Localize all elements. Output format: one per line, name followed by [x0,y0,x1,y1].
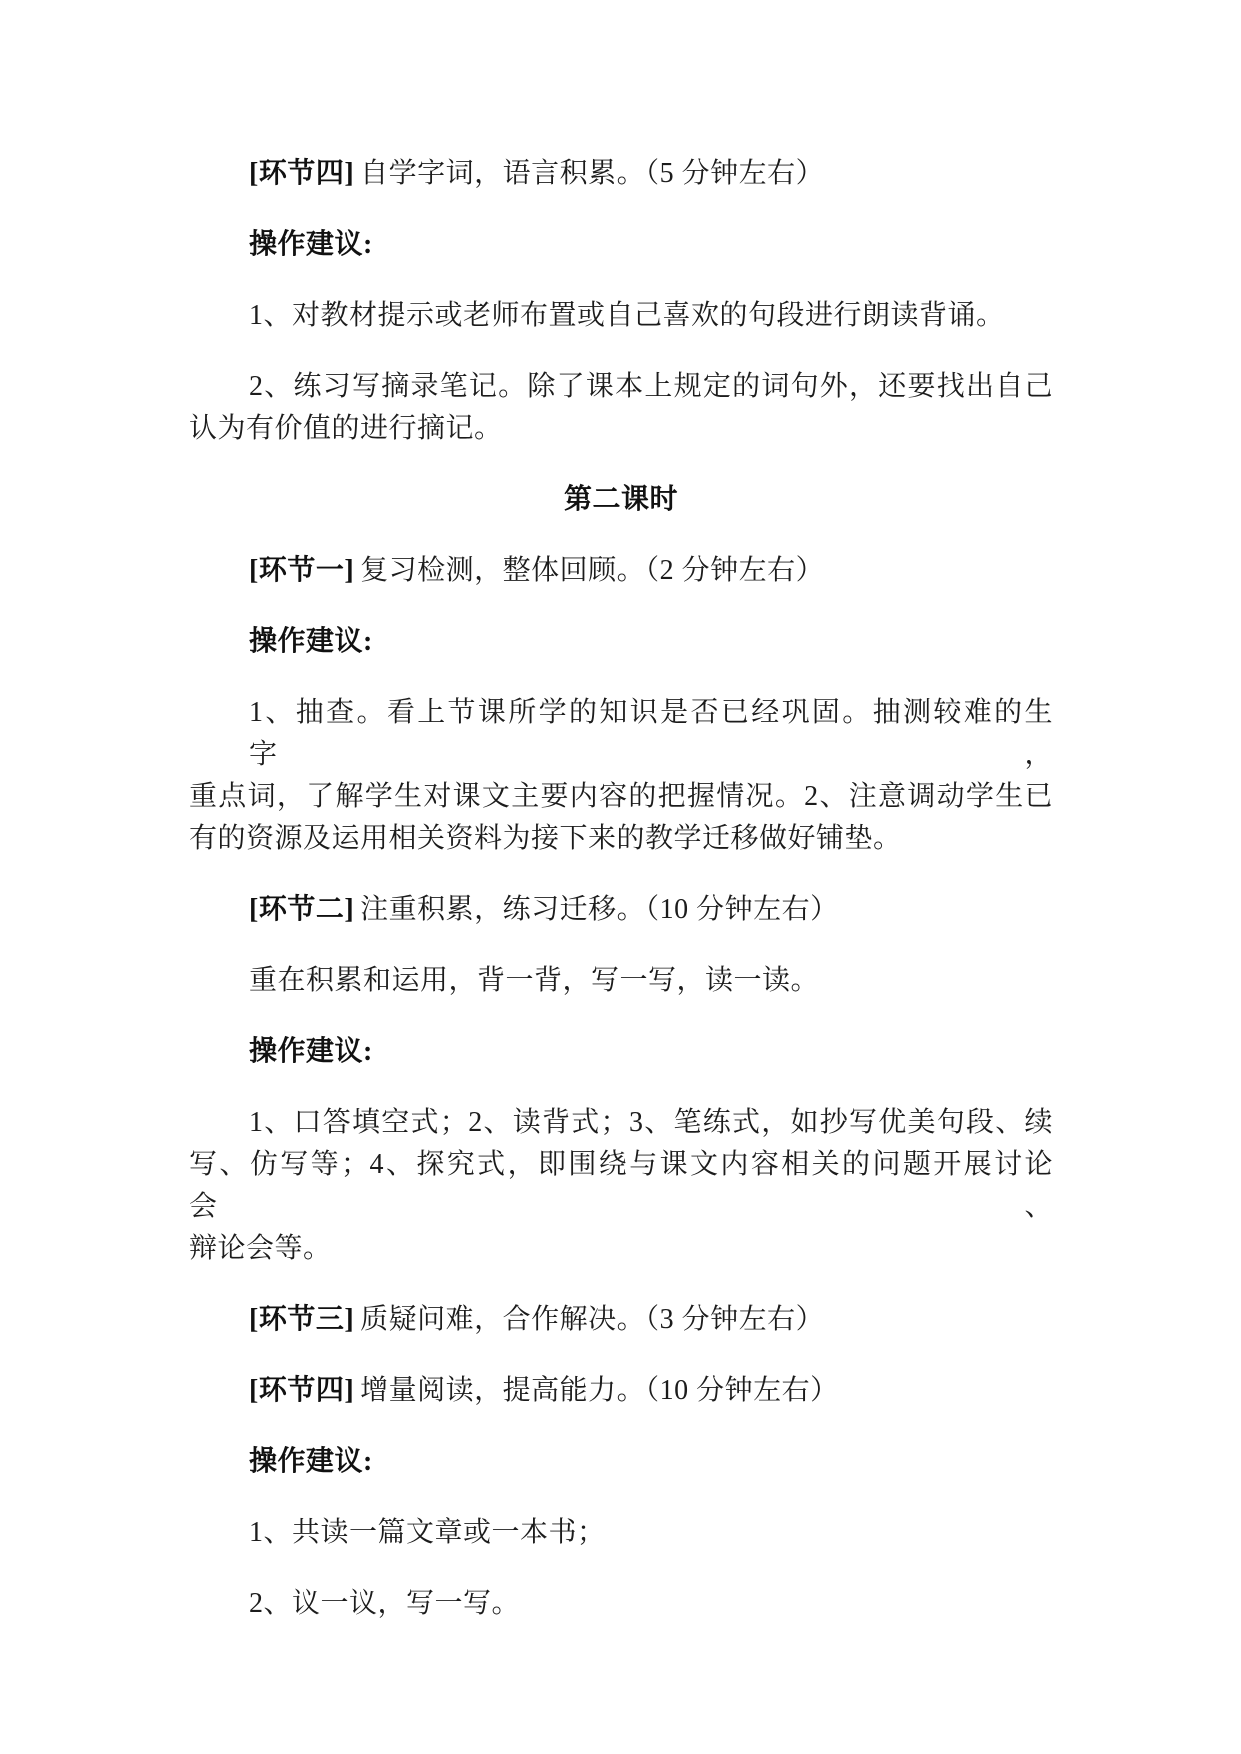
suggestion-heading [189,621,1053,663]
suggestion-item-line: 1、共读一篇文章或一本书； [249,1517,606,1548]
suggestion-heading-text: 操作建议: [249,1036,373,1067]
lesson-title [189,479,1053,521]
suggestion-heading [189,224,1053,266]
step-heading-line [189,153,1053,195]
step-heading-line [189,550,1053,592]
suggestion-item-line: 2、练习写摘录笔记。除了课本上规定的词句外，还要找出自己 [249,371,1053,402]
suggestion-paragraph [189,1102,1053,1270]
suggestion-item [189,295,1053,337]
step-heading-line [189,1370,1053,1412]
lesson-title-text: 第二课时 [563,484,678,515]
step-heading-line [189,889,1053,931]
step-title: 质疑问难，合作解决。（3 分钟左右） [360,1304,825,1335]
step-title: 自学字词，语言积累。（5 分钟左右） [360,158,825,189]
suggestion-paragraph [189,692,1053,860]
step-heading-lesson1-step4 [189,153,1053,195]
step-label: [环节一] [249,555,355,586]
suggestion-heading [189,1441,1053,1483]
paragraph-line: 辩论会等。 [189,1233,332,1264]
step-note-text: 重在积累和运用，背一背，写一写，读一读。 [249,965,820,996]
step-heading-lesson2-step3 [189,1299,1053,1341]
suggestion-heading-text: 操作建议: [249,626,373,657]
suggestion-item [189,1512,1053,1554]
step-label: [环节四] [249,158,355,189]
step-title: 注重积累，练习迁移。（10 分钟左右） [360,894,839,925]
paragraph-line: 有的资源及运用相关资料为接下来的教学迁移做好铺垫。 [189,823,902,854]
suggestion-heading [189,1031,1053,1073]
suggestion-item [189,1583,1053,1625]
step-title: 增量阅读，提高能力。（10 分钟左右） [360,1375,839,1406]
paragraph-line: 写、仿写等；4、探究式，即围绕与课文内容相关的问题开展讨论会、 [189,1149,1053,1222]
suggestion-item-line: 认为有价值的进行摘记。 [189,413,503,444]
step-label: [环节四] [249,1375,355,1406]
step-label: [环节二] [249,894,355,925]
step-heading-lesson2-step4 [189,1370,1053,1412]
step-heading-lesson2-step2 [189,889,1053,931]
paragraph-line: 重点词，了解学生对课文主要内容的把握情况。2、注意调动学生已 [189,781,1053,812]
step-heading-line [189,1299,1053,1341]
paragraph-line: 1、抽查。看上节课所学的知识是否已经巩固。抽测较难的生字， [249,697,1053,770]
suggestion-item [189,366,1053,450]
suggestion-heading-text: 操作建议: [249,1446,373,1477]
step-label: [环节三] [249,1304,355,1335]
step-title: 复习检测，整体回顾。（2 分钟左右） [360,555,825,586]
suggestion-heading-text: 操作建议: [249,229,373,260]
suggestion-item-line: 2、议一议，写一写。 [249,1588,521,1619]
step-note [189,960,1053,1002]
step-heading-lesson2-step1 [189,550,1053,592]
paragraph-line: 1、口答填空式；2、读背式；3、笔练式，如抄写优美句段、续 [249,1107,1053,1138]
suggestion-item-line: 1、对教材提示或老师布置或自己喜欢的句段进行朗读背诵。 [249,300,1005,331]
